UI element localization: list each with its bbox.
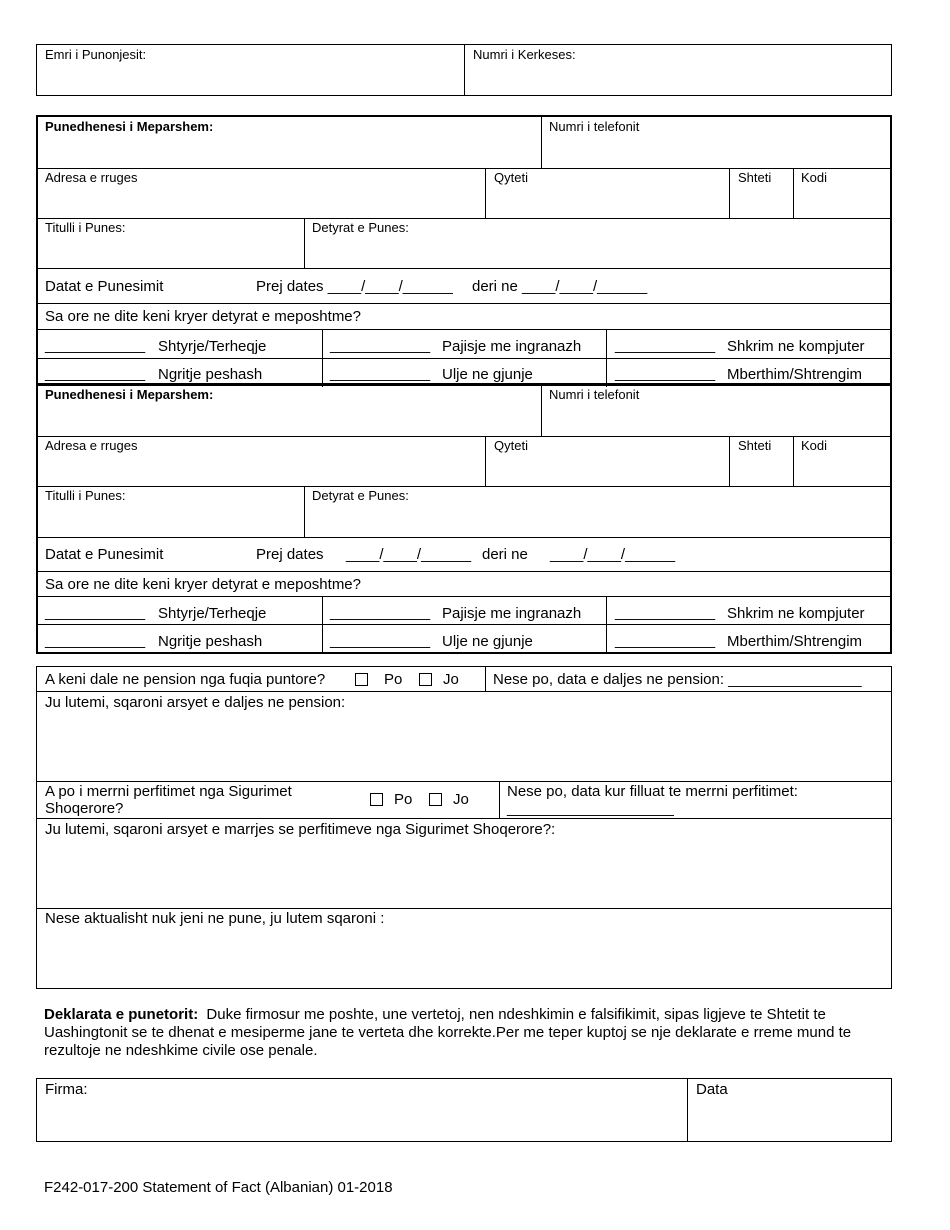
street-address-field[interactable]: Adresa e rruges <box>45 170 138 185</box>
job-duties-field[interactable]: Detyrat e Punes: <box>312 488 409 503</box>
to-date-label: deri ne <box>482 546 528 563</box>
task-blank[interactable]: ____________ <box>45 604 146 621</box>
retired-yes-label: Po <box>384 671 403 688</box>
not-working-field[interactable]: Nese aktualisht nuk jeni ne pune, ju lutem sqaroni : <box>45 910 385 927</box>
task-label: Pajisje me ingranazh <box>442 338 582 355</box>
task-blank[interactable]: ____________ <box>615 632 716 649</box>
task-blank[interactable]: ____________ <box>330 365 431 382</box>
declaration-text: Duke firmosur me poshte, une vertetoj, nen ndeshkimin e falsifikimit, sipas ligjeve te Shtetit te Uashingtonit se te dhenat e mesiperme jane te verteta dhe korrekte.Per me teper kuptoj se nje deklarate e rreme mund te rezultoje ne ndeshkime civile ose penale. <box>44 1006 852 1059</box>
phone-number-field[interactable]: Numri i telefonit <box>549 387 640 402</box>
employer-section-1 <box>36 115 892 385</box>
ss-explain-field[interactable]: Ju lutemi, sqaroni arsyet e marrjes se perfitimeve nga Sigurimet Shoqerore?: <box>45 821 556 838</box>
ss-no-checkbox[interactable] <box>429 793 442 806</box>
previous-employer-field[interactable]: Punedhenesi i Meparshem: <box>45 387 214 402</box>
to-date-field[interactable]: ____/____/______ <box>550 546 676 563</box>
task-label: Ngritje peshash <box>158 633 263 650</box>
retired-no-label: Jo <box>443 671 459 688</box>
header-box <box>36 44 892 96</box>
task-label: Ulje ne gjunje <box>442 366 533 383</box>
task-blank[interactable]: ____________ <box>330 604 431 621</box>
task-blank[interactable]: ____________ <box>615 337 716 354</box>
state-field[interactable]: Shteti <box>738 438 772 453</box>
declaration <box>44 1006 890 1060</box>
ss-yes-label: Po <box>394 791 413 808</box>
task-label: Shtyrje/Terheqje <box>158 605 267 622</box>
ss-date-label: Nese po, data kur filluat te merrni perfitimet: <box>507 783 798 800</box>
city-field[interactable]: Qyteti <box>494 438 528 453</box>
task-blank[interactable]: ____________ <box>615 604 716 621</box>
from-date-field[interactable]: ____/____/______ <box>346 546 472 563</box>
job-title-field[interactable]: Titulli i Punes: <box>45 220 126 235</box>
zip-field[interactable]: Kodi <box>801 170 828 185</box>
ss-no-label: Jo <box>453 791 469 808</box>
ss-yes-checkbox[interactable] <box>370 793 383 806</box>
claim-number-field[interactable]: Numri i Kerkeses: <box>473 47 576 62</box>
employment-dates-label: Datat e Punesimit <box>45 546 164 563</box>
to-date-field[interactable]: deri ne ____/____/______ <box>472 278 648 295</box>
street-address-field[interactable]: Adresa e rruges <box>45 438 138 453</box>
task-label: Mberthim/Shtrengim <box>727 366 863 383</box>
task-label: Ngritje peshash <box>158 366 263 383</box>
job-title-field[interactable]: Titulli i Punes: <box>45 488 126 503</box>
zip-field[interactable]: Kodi <box>801 438 828 453</box>
task-label: Shkrim ne kompjuter <box>727 605 865 622</box>
task-label: Pajisje me ingranazh <box>442 605 582 622</box>
signature-date-field[interactable]: Data <box>696 1081 728 1098</box>
retirement-question: A keni dale ne pension nga fuqia puntore? <box>45 671 326 688</box>
task-label: Mberthim/Shtrengim <box>727 633 863 650</box>
state-field[interactable]: Shteti <box>738 170 772 185</box>
declaration-title: Deklarata e punetorit: <box>44 1006 199 1023</box>
job-duties-field[interactable]: Detyrat e Punes: <box>312 220 409 235</box>
city-field[interactable]: Qyteti <box>494 170 528 185</box>
task-label: Shtyrje/Terheqje <box>158 338 267 355</box>
task-blank[interactable]: ____________ <box>615 365 716 382</box>
social-security-question-line2: Shoqerore? <box>45 800 124 817</box>
signature-field[interactable]: Firma: <box>45 1081 88 1098</box>
ss-date-field[interactable]: ____________________ <box>507 800 674 817</box>
task-blank[interactable]: ____________ <box>45 632 146 649</box>
task-blank[interactable]: ____________ <box>330 337 431 354</box>
from-date-label: Prej dates <box>256 546 324 563</box>
employer-section-2 <box>36 385 892 654</box>
task-blank[interactable]: ____________ <box>330 632 431 649</box>
phone-number-field[interactable]: Numri i telefonit <box>549 119 640 134</box>
employee-name-field[interactable]: Emri i Punonjesit: <box>45 47 147 62</box>
task-blank[interactable]: ____________ <box>45 365 146 382</box>
form-footer: F242-017-200 Statement of Fact (Albanian) 01-2018 <box>44 1179 393 1196</box>
from-date-field[interactable]: Prej dates ____/____/______ <box>256 278 453 295</box>
task-blank[interactable]: ____________ <box>45 337 146 354</box>
retired-no-checkbox[interactable] <box>419 673 432 686</box>
previous-employer-field[interactable]: Punedhenesi i Meparshem: <box>45 119 214 134</box>
retirement-date-field[interactable]: Nese po, data e daljes ne pension: ________________ <box>493 671 862 688</box>
hours-question: Sa ore ne dite keni kryer detyrat e meposhtme? <box>45 308 361 325</box>
task-label: Ulje ne gjunje <box>442 633 533 650</box>
task-label: Shkrim ne kompjuter <box>727 338 865 355</box>
retirement-explain-field[interactable]: Ju lutemi, sqaroni arsyet e daljes ne pension: <box>45 694 346 711</box>
social-security-question-line1: A po i merrni perfitimet nga Sigurimet <box>45 783 292 800</box>
employment-dates-label: Datat e Punesimit <box>45 278 164 295</box>
retired-yes-checkbox[interactable] <box>355 673 368 686</box>
hours-question: Sa ore ne dite keni kryer detyrat e meposhtme? <box>45 576 361 593</box>
signature-box <box>36 1078 892 1142</box>
retirement-section <box>36 666 892 989</box>
